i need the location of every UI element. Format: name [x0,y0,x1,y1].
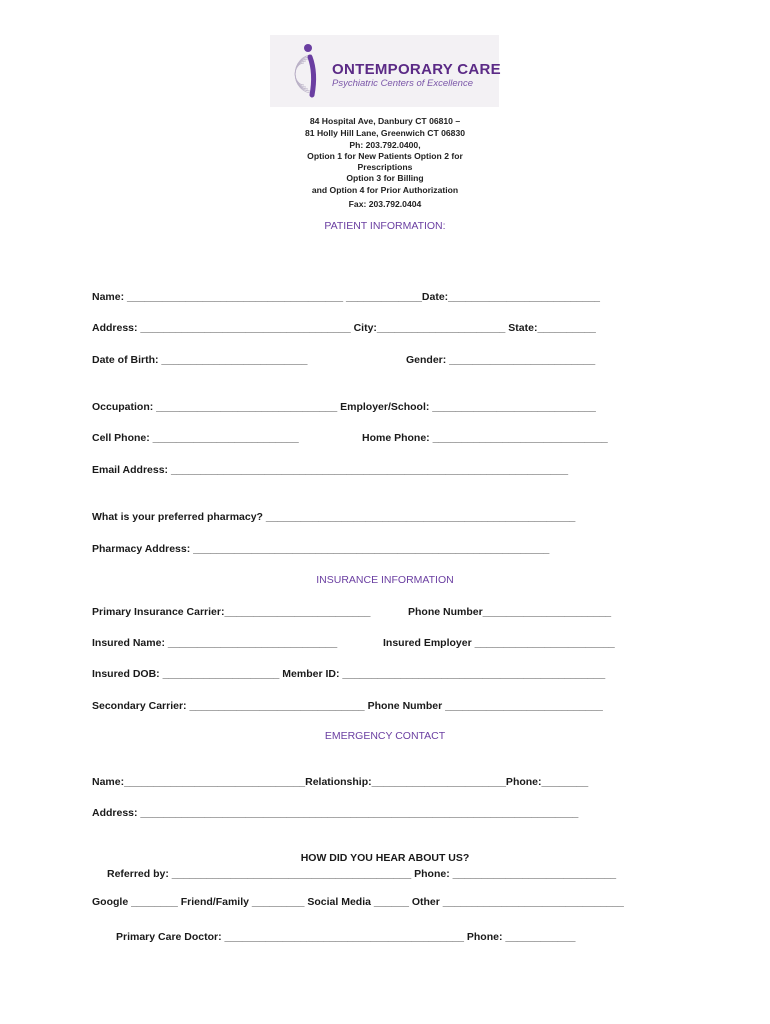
section-title-hear-about-us: HOW DID YOU HEAR ABOUT US? [300,852,470,864]
address-line: Prescriptions [357,162,413,172]
insured-employer-field[interactable]: Insured Employer ________________________ [383,637,615,649]
section-title-patient: PATIENT INFORMATION: [324,220,446,232]
home-phone-field[interactable]: Home Phone: ______________________________ [362,432,608,444]
carrier-phone-field[interactable]: Phone Number______________________ [408,606,612,618]
referred-by-field[interactable]: Referred by: _________________________________________ Phone: ____________________________ [107,868,617,880]
logo-name: ONTEMPORARY CARE [332,61,501,78]
date-of-birth-field[interactable]: Date of Birth: _________________________ [92,354,308,366]
patient-address-field[interactable]: Address: ____________________________________ City:______________________ State:__________ [92,322,596,334]
referral-sources-field[interactable]: Google ________ Friend/Family _________ Social Media ______ Other _______________________________ [92,896,624,908]
logo [270,35,499,107]
address-line: Ph: 203.792.0400, [349,140,421,150]
email-field[interactable]: Email Address: ____________________________________________________________________ [92,464,569,476]
preferred-pharmacy-field[interactable]: What is your preferred pharmacy? _____________________________________________________ [92,511,576,523]
logo-tagline: Psychiatric Centers of Excellence [332,78,473,89]
address-line: Option 3 for Billing [346,173,424,183]
primary-care-doctor-field[interactable]: Primary Care Doctor: _________________________________________ Phone: ____________ [116,931,576,943]
primary-carrier-field[interactable]: Primary Insurance Carrier:_________________________ [92,606,371,618]
address-line: 84 Hospital Ave, Danbury CT 06810 – [309,116,461,126]
occupation-employer-field[interactable]: Occupation: _______________________________ Employer/School: ____________________________ [92,401,596,413]
address-line: and Option 4 for Prior Authorization [311,185,459,195]
pharmacy-address-field[interactable]: Pharmacy Address: _____________________________________________________________ [92,543,550,555]
address-line: Fax: 203.792.0404 [348,199,422,209]
emergency-address-field[interactable]: Address: ___________________________________________________________________________ [92,807,579,819]
patient-name-date-field[interactable]: Name: _____________________________________ _____________Date:__________________________ [92,291,600,303]
emergency-contact-field[interactable]: Name:_______________________________Relationship:_______________________Phone:________ [92,776,589,788]
cell-phone-field[interactable]: Cell Phone: _________________________ [92,432,299,444]
insured-name-field[interactable]: Insured Name: _____________________________ [92,637,338,649]
logo-mark-icon [282,43,328,101]
gender-field[interactable]: Gender: _________________________ [406,354,596,366]
secondary-carrier-field[interactable]: Secondary Carrier: ______________________________ Phone Number ___________________________ [92,700,603,712]
address-line: 81 Holly Hill Lane, Greenwich CT 06830 [305,128,465,138]
section-title-emergency: EMERGENCY CONTACT [324,730,446,742]
address-line: Option 1 for New Patients Option 2 for [307,151,463,161]
section-title-insurance: INSURANCE INFORMATION [316,574,454,586]
insured-dob-member-id-field[interactable]: Insured DOB: ____________________ Member ID: _____________________________________________ [92,668,606,680]
